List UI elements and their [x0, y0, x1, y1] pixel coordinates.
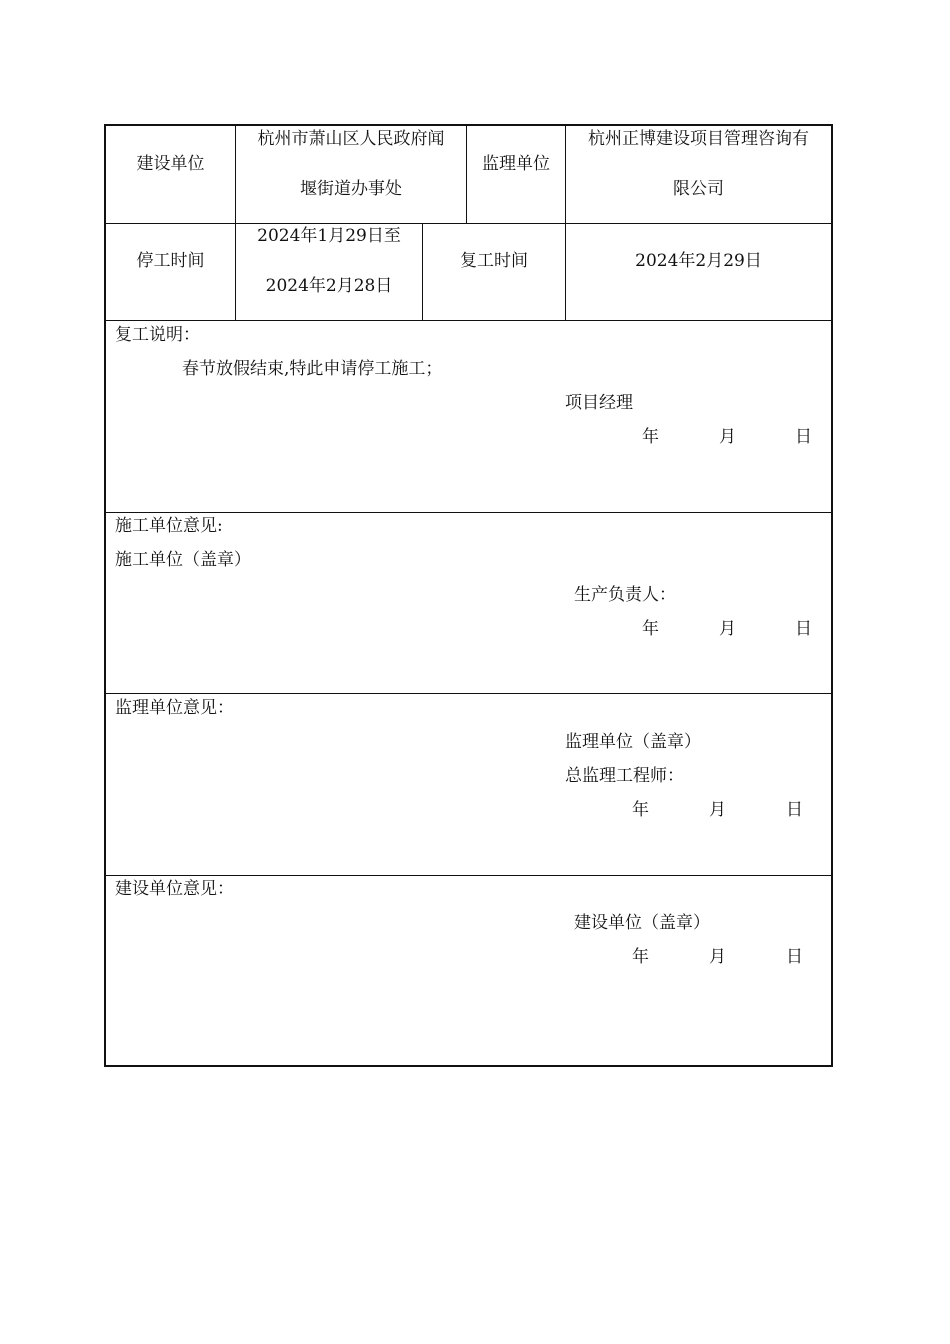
chief-supervisor-signature-label: 总监理工程师：: [565, 766, 684, 786]
date-year-label: 年: [642, 619, 659, 639]
supervisor-opinion-title: 监理单位意见：: [115, 698, 234, 718]
column-divider: [565, 126, 566, 320]
resume-time-label: 复工时间: [460, 251, 528, 271]
resume-description-title: 复工说明：: [115, 325, 200, 345]
date-day-label: 日: [786, 947, 803, 967]
date-day-label: 日: [795, 427, 812, 447]
date-month-label: 月: [709, 800, 726, 820]
contractor-opinion-title: 施工单位意见:: [115, 516, 223, 536]
row-divider: [106, 320, 831, 321]
date-year-label: 年: [642, 427, 659, 447]
supervisor-stamp-label: 监理单位（盖章）: [565, 732, 701, 752]
builder-stamp-label: 建设单位（盖章）: [574, 913, 710, 933]
row-divider: [106, 223, 831, 224]
row-divider: [106, 693, 831, 694]
date-year-label: 年: [632, 947, 649, 967]
builder-value-line2: 堰街道办事处: [300, 179, 402, 199]
stop-time-label: 停工时间: [136, 251, 205, 271]
date-month-label: 月: [709, 947, 726, 967]
builder-opinion-title: 建设单位意见：: [115, 879, 234, 899]
resume-time-value: 2024年2月29日: [635, 251, 762, 271]
stop-time-value-line1: 2024年1月29日至: [257, 226, 401, 246]
resume-description-body: 春节放假结束,特此申请停工施工；: [182, 359, 443, 379]
date-day-label: 日: [786, 800, 803, 820]
date-month-label: 月: [719, 619, 736, 639]
date-day-label: 日: [795, 619, 812, 639]
date-month-label: 月: [719, 427, 736, 447]
date-year-label: 年: [632, 800, 649, 820]
supervisor-label: 监理单位: [482, 154, 550, 174]
project-manager-signature-label: 项目经理: [565, 393, 633, 413]
supervisor-value-line1: 杭州正博建设项目管理咨询有: [588, 129, 809, 149]
row-divider: [106, 512, 831, 513]
builder-value-line1: 杭州市萧山区人民政府闻: [257, 129, 445, 149]
stop-time-value-line2: 2024年2月28日: [265, 276, 393, 296]
contractor-stamp-label: 施工单位（盖章）: [115, 550, 251, 570]
row-divider: [106, 875, 831, 876]
resume-work-form: [104, 124, 833, 1067]
production-lead-signature-label: 生产负责人：: [574, 585, 676, 605]
builder-label: 建设单位: [136, 154, 205, 174]
supervisor-value-line2: 限公司: [673, 179, 724, 199]
